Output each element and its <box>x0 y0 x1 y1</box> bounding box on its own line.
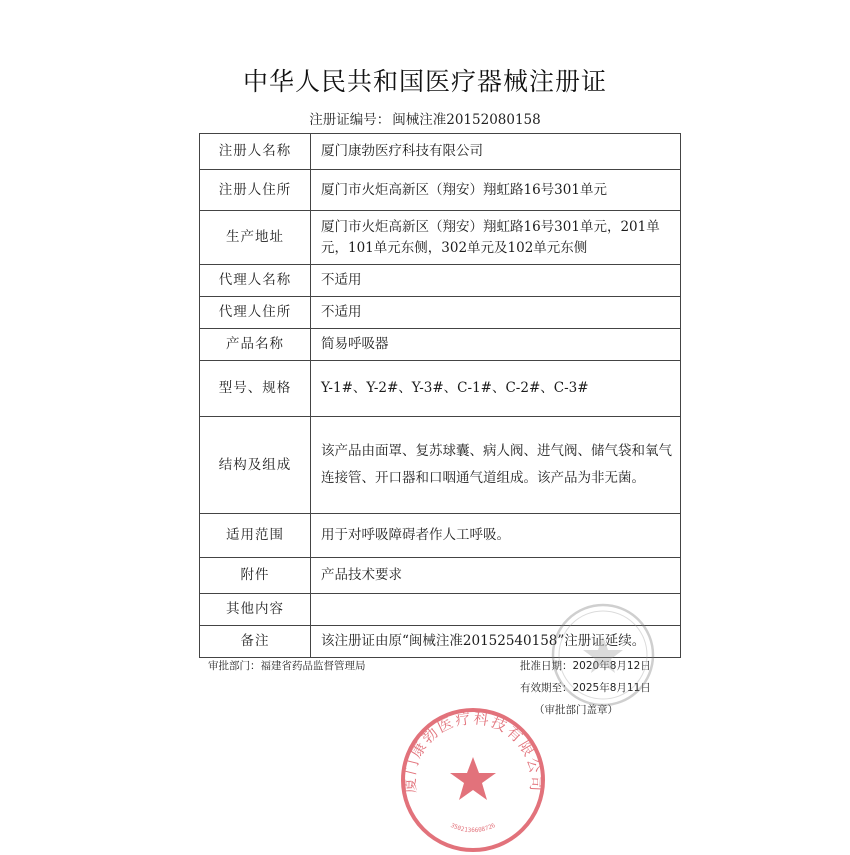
field-label: 其他内容 <box>200 594 311 626</box>
table-row <box>200 170 681 211</box>
field-label: 生产地址 <box>200 211 311 265</box>
approval-date: 批准日期：2020年8月12日 <box>520 660 651 672</box>
table-row <box>200 211 681 265</box>
company-seal-image <box>398 705 548 855</box>
field-value: 不适用 <box>311 265 681 297</box>
field-label: 型号、规格 <box>200 361 311 417</box>
field-label: 适用范围 <box>200 514 311 558</box>
table-row <box>200 265 681 297</box>
field-value: Y-1#、Y-2#、Y-3#、C-1#、C-2#、C-3# <box>311 361 681 417</box>
field-value: 厦门市火炬高新区（翔安）翔虹路16号301单元，201单元，101单元东侧，302单元及102单元东侧 <box>311 211 681 265</box>
field-value: 产品技术要求 <box>311 558 681 594</box>
table-row <box>200 361 681 417</box>
field-value: 厦门康勃医疗科技有限公司 <box>311 134 681 170</box>
registration-number-label: 注册证编号： <box>309 112 391 128</box>
field-value: 简易呼吸器 <box>311 329 681 361</box>
registration-number-value: 闽械注准20152080158 <box>392 112 541 128</box>
approval-department: 审批部门：福建省药品监督管理局 <box>208 660 366 672</box>
table-row <box>200 417 681 514</box>
field-value: 厦门市火炬高新区（翔安）翔虹路16号301单元 <box>311 170 681 211</box>
certificate-table <box>199 133 681 658</box>
seal-number: 3502136608726 <box>449 821 497 835</box>
field-label: 注册人名称 <box>200 134 311 170</box>
table-row <box>200 297 681 329</box>
table-row <box>200 558 681 594</box>
field-label: 代理人名称 <box>200 265 311 297</box>
field-value: 不适用 <box>311 297 681 329</box>
seal-company-name: 厦门康勃医疗科技有限公司 <box>400 709 546 794</box>
field-label: 结构及组成 <box>200 417 311 514</box>
table-row <box>200 514 681 558</box>
svg-text:3502136608726 <box>449 822 497 834</box>
valid-until-date: 有效期至：2025年8月11日 <box>520 682 651 694</box>
field-label: 注册人住所 <box>200 170 311 211</box>
table-row <box>200 329 681 361</box>
registration-number-line <box>0 108 850 128</box>
field-label: 代理人住所 <box>200 297 311 329</box>
document-title: 中华人民共和国医疗器械注册证 <box>242 67 607 96</box>
field-label: 产品名称 <box>200 329 311 361</box>
field-label: 附件 <box>200 558 311 594</box>
field-value: 该注册证由原“闽械注准20152540158”注册证延续。 <box>311 626 681 658</box>
field-value: 用于对呼吸障碍者作人工呼吸。 <box>311 514 681 558</box>
field-value: 该产品由面罩、复苏球囊、病人阀、进气阀、储气袋和氧气连接管、开口器和口咽通气道组成。该产品为非无菌。 <box>311 417 681 514</box>
seal-note: （审批部门盖章） <box>534 704 618 716</box>
field-label: 备注 <box>200 626 311 658</box>
authority-seal-image <box>548 600 658 710</box>
table-row <box>200 134 681 170</box>
